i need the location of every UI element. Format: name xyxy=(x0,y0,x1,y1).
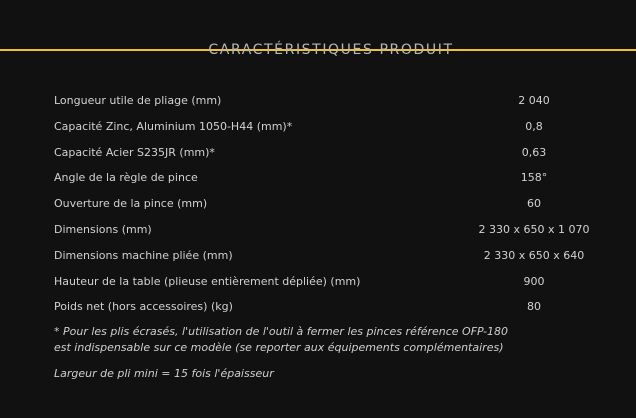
spec-value: 60 xyxy=(527,197,541,211)
spec-label: Capacité Zinc, Aluminium 1050-H44 (mm)* xyxy=(54,119,293,133)
spec-value: 158° xyxy=(520,171,548,185)
spec-row xyxy=(54,195,614,221)
min-width-note: Largeur de pli mini = 15 fois l'épaisseur xyxy=(54,367,274,380)
spec-row xyxy=(54,118,614,144)
spec-row xyxy=(54,298,614,324)
spec-label: Angle de la règle de pince xyxy=(54,171,198,185)
specs-table xyxy=(54,92,614,324)
spec-row xyxy=(54,221,614,247)
spec-value: 80 xyxy=(527,300,541,314)
spec-value: 2 330 x 650 x 640 xyxy=(483,248,585,262)
notes xyxy=(54,324,614,382)
spec-value: 2 330 x 650 x 1 070 xyxy=(478,222,590,236)
section-header xyxy=(0,38,636,62)
spec-row xyxy=(54,144,614,170)
spec-row xyxy=(54,169,614,195)
spec-row xyxy=(54,247,614,273)
footnote-line-1: * Pour les plis écrasés, l'utilisation de l'outil à fermer les pinces référence OFP-180 xyxy=(54,325,509,338)
spec-label: Dimensions (mm) xyxy=(54,222,152,236)
spec-label: Hauteur de la table (plieuse entièrement dépliée) (mm) xyxy=(54,274,361,288)
spec-label: Poids net (hors accessoires) (kg) xyxy=(54,300,233,314)
spec-label: Ouverture de la pince (mm) xyxy=(54,197,208,211)
notes-spacer xyxy=(54,356,614,366)
spec-value: 0,8 xyxy=(525,119,543,133)
spec-value: 0,63 xyxy=(521,145,547,159)
footnote-line-2: est indispensable sur ce modèle (se reporter aux équipements complémentaires) xyxy=(54,341,504,354)
spec-value: 900 xyxy=(523,274,545,288)
section-title: CARACTÉRISTIQUES PRODUIT xyxy=(208,42,454,58)
spec-label: Dimensions machine pliée (mm) xyxy=(54,248,233,262)
spec-label: Capacité Acier S235JR (mm)* xyxy=(54,145,215,159)
spec-row xyxy=(54,92,614,118)
spec-row xyxy=(54,273,614,299)
spec-value: 2 040 xyxy=(518,94,550,107)
spec-label: Longueur utile de pliage (mm) xyxy=(54,94,222,107)
